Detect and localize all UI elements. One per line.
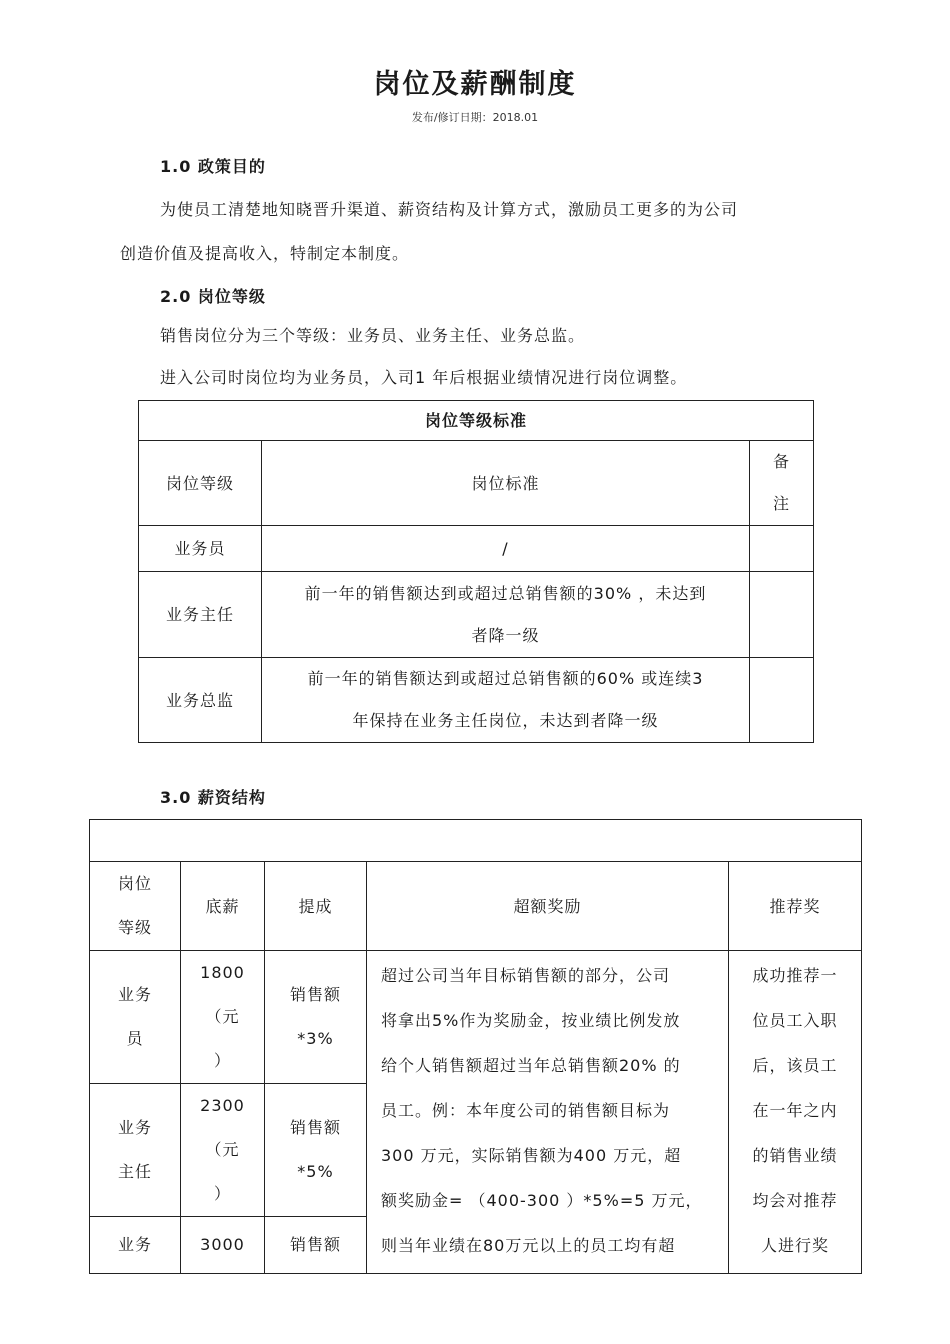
bonus-line: 则当年业绩在80万元以上的员工均有超 [381,1236,676,1255]
salary-header-commission: 提成 [265,862,367,951]
referral-line: 成功推荐一 [752,966,838,985]
grade-row-3-level: 业务总监 [139,658,262,743]
grade-table-header-level: 岗位等级 [139,441,262,526]
bonus-line: 300 万元，实际销售额为400 万元，超 [381,1146,682,1165]
salary-row-2-commission-line-2: *5% [297,1162,334,1181]
grade-row-2-standard-line-2: 者降一级 [471,625,540,645]
bonus-line: 给个人销售额超过当年总销售额20% 的 [381,1056,681,1075]
referral-line: 的销售业绩 [752,1146,838,1165]
bonus-line: 超过公司当年目标销售额的部分，公司 [381,966,671,985]
salary-row-1-base [181,951,265,1084]
salary-row-1-level-line-1: 业务 [117,985,152,1004]
grade-table-header-remark-1: 备 [773,452,791,471]
grade-table-title: 岗位等级标准 [139,401,814,441]
salary-row-1-commission [265,951,367,1084]
salary-row-1-level [90,951,181,1084]
bonus-line: 额奖励金= （400-300 ）*5%=5 万元， [381,1191,703,1210]
salary-row-2-base-close: ） [213,1184,231,1203]
salary-row-3-base: 3000 [181,1217,265,1274]
salary-row-2-commission-line-1: 销售额 [289,1118,341,1137]
salary-row-1-base-close: ） [213,1051,231,1070]
section-1-paragraph-line-1: 为使员工清楚地知晓晋升渠道、薪资结构及计算方式，激励员工更多的为公司 [160,200,739,219]
section-1-paragraph-line-2: 创造价值及提高收入，特制定本制度。 [120,244,410,263]
salary-row-2-level-line-2: 主任 [117,1162,152,1181]
section-2-heading: 2.0 岗位等级 [160,287,266,306]
grade-row-1-standard: / [262,526,750,572]
revision-date: 发布/修订日期：2018.01 [411,111,539,124]
grade-row-3-standard [262,658,750,743]
grade-row-1-remark [750,526,814,572]
grade-row-3-remark [750,658,814,743]
section-2-line-2: 进入公司时岗位均为业务员，入司1 年后根据业绩情况进行岗位调整。 [160,368,688,387]
grade-standard-table [138,400,814,743]
salary-header-level [90,862,181,951]
salary-structure-table [89,819,862,1274]
salary-row-2-base-unit: （元 [205,1140,240,1159]
salary-row-2-level [90,1084,181,1217]
salary-header-base: 底薪 [181,862,265,951]
document-title: 岗位及薪酬制度 [373,69,577,100]
section-2-line-1: 销售岗位分为三个等级：业务员、业务主任、业务总监。 [160,326,586,345]
grade-table-header-remark [750,441,814,526]
salary-bonus-cell [367,951,729,1274]
salary-row-2-commission [265,1084,367,1217]
salary-header-referral: 推荐奖 [729,862,862,951]
grade-row-2-level: 业务主任 [139,572,262,658]
salary-row-2-level-line-1: 业务 [117,1118,152,1137]
section-3-heading: 3.0 薪资结构 [160,788,266,807]
salary-header-level-line-2: 等级 [117,918,152,937]
salary-row-3-level: 业务 [90,1217,181,1274]
grade-row-2-remark [750,572,814,658]
referral-line: 均会对推荐 [752,1191,838,1210]
referral-line: 在一年之内 [752,1101,838,1120]
grade-table-header-standard: 岗位标准 [262,441,750,526]
section-1-heading: 1.0 政策目的 [160,157,266,176]
salary-row-2-base [181,1084,265,1217]
salary-header-bonus: 超额奖励 [367,862,729,951]
salary-row-1-level-line-2: 员 [126,1029,144,1048]
salary-header-level-line-1: 岗位 [117,874,152,893]
bonus-line: 将拿出5%作为奖励金，按业绩比例发放 [381,1011,681,1030]
grade-row-2-standard-line-1: 前一年的销售额达到或超过总销售额的30% ，未达到 [304,583,707,603]
salary-row-2-base-amount: 2300 [200,1096,245,1115]
salary-row-1-base-amount: 1800 [200,963,245,982]
grade-row-1-level: 业务员 [139,526,262,572]
grade-table-header-remark-2: 注 [773,494,791,513]
salary-table-blank-title-row [90,820,862,862]
salary-row-3-commission: 销售额 [265,1217,367,1274]
referral-line: 位员工入职 [752,1011,838,1030]
bonus-line: 员工。例：本年度公司的销售额目标为 [381,1101,671,1120]
grade-row-3-standard-line-2: 年保持在业务主任岗位，未达到者降一级 [352,711,659,730]
grade-row-3-standard-line-1: 前一年的销售额达到或超过总销售额的60% 或连续3 [307,669,704,688]
salary-row-1-commission-line-1: 销售额 [289,985,341,1004]
referral-line: 后，该员工 [752,1056,838,1075]
salary-referral-cell [729,951,862,1274]
salary-row-1-base-unit: （元 [205,1007,240,1026]
referral-line: 人进行奖 [761,1236,830,1255]
grade-row-2-standard [262,572,750,658]
salary-row-1-commission-line-2: *3% [297,1029,334,1048]
